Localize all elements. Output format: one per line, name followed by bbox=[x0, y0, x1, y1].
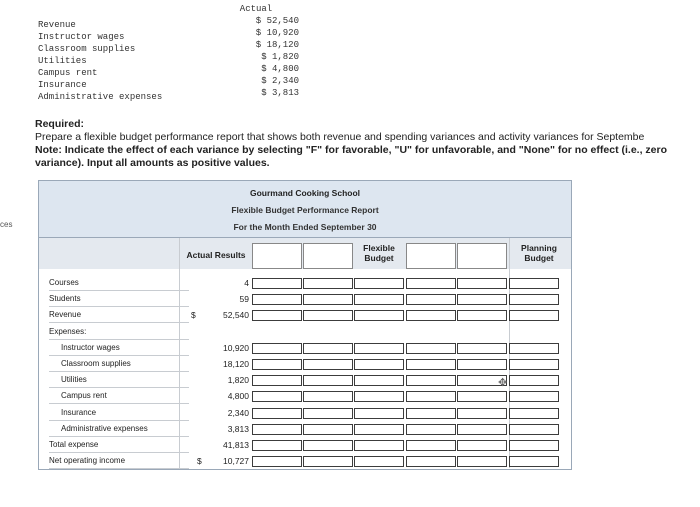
report-input-cell[interactable] bbox=[406, 375, 456, 386]
actual-value: 41,813 bbox=[223, 440, 249, 450]
report-input-cell[interactable] bbox=[406, 391, 456, 402]
given-value: $ 10,920 bbox=[255, 28, 299, 38]
report-input-cell[interactable] bbox=[303, 408, 353, 419]
report-input-cell[interactable] bbox=[406, 278, 456, 289]
report-input-cell[interactable] bbox=[303, 359, 353, 370]
report-input-cell[interactable] bbox=[457, 391, 507, 402]
report-input-cell[interactable] bbox=[406, 343, 456, 354]
row-divider bbox=[49, 371, 189, 372]
report-input-cell[interactable] bbox=[509, 440, 559, 451]
report-input-cell[interactable] bbox=[303, 294, 353, 305]
report-input-cell[interactable] bbox=[252, 343, 302, 354]
report-input-cell[interactable] bbox=[354, 391, 404, 402]
report-input-cell[interactable] bbox=[252, 456, 302, 467]
report-subtitle: Flexible Budget Performance Report bbox=[231, 205, 379, 215]
row-label: Revenue bbox=[49, 310, 82, 320]
report-input-cell[interactable] bbox=[406, 359, 456, 370]
row-label: Expenses: bbox=[49, 326, 87, 336]
given-label: Utilities bbox=[38, 56, 87, 66]
truncated-sidebar-text: ces bbox=[0, 220, 13, 229]
actual-header: Actual bbox=[239, 4, 273, 14]
report-input-cell[interactable] bbox=[457, 294, 507, 305]
instructions bbox=[35, 118, 700, 170]
report-input-cell[interactable] bbox=[457, 440, 507, 451]
column-header-row bbox=[39, 238, 571, 269]
report-input-cell[interactable] bbox=[457, 408, 507, 419]
report-input-cell[interactable] bbox=[252, 408, 302, 419]
report-input-cell[interactable] bbox=[252, 359, 302, 370]
report-input-cell[interactable] bbox=[354, 375, 404, 386]
report-input-cell[interactable] bbox=[354, 294, 404, 305]
report-input-cell[interactable] bbox=[303, 375, 353, 386]
report-input-cell[interactable] bbox=[457, 456, 507, 467]
report-input-cell[interactable] bbox=[252, 278, 302, 289]
given-value: $ 1,820 bbox=[261, 52, 299, 62]
row-label: Courses bbox=[49, 278, 79, 287]
given-label: Insurance bbox=[38, 80, 87, 90]
report-input-cell[interactable] bbox=[509, 391, 559, 402]
report-input-cell[interactable] bbox=[406, 408, 456, 419]
report-input-cell[interactable] bbox=[457, 359, 507, 370]
report-input-cell[interactable] bbox=[252, 391, 302, 402]
actual-value: 2,340 bbox=[227, 407, 249, 418]
dollar-sign: $ bbox=[197, 456, 202, 467]
header-input[interactable] bbox=[406, 243, 456, 269]
report-input-cell[interactable] bbox=[457, 310, 507, 321]
report-input-cell[interactable] bbox=[406, 424, 456, 435]
row-divider bbox=[49, 420, 189, 421]
report-input-cell[interactable] bbox=[406, 440, 456, 451]
dollar-sign: $ bbox=[191, 310, 196, 321]
report-input-cell[interactable] bbox=[354, 424, 404, 435]
report-input-cell[interactable] bbox=[509, 294, 559, 305]
required-note: Note: Indicate the effect of each variance by selecting "F" for favorable, "U" for unfavorable, and "None" for no effect (i.e., zero variance). Input all amounts as positive values. bbox=[35, 144, 667, 169]
col-planning-budget: Planning Budget bbox=[521, 243, 557, 263]
report-period: For the Month Ended September 30 bbox=[233, 222, 377, 232]
row-label: Students bbox=[49, 294, 81, 304]
header-input[interactable] bbox=[457, 243, 507, 269]
report-input-cell[interactable] bbox=[354, 310, 404, 321]
actual-value: 18,120 bbox=[223, 359, 249, 369]
report-input-cell[interactable] bbox=[354, 456, 404, 467]
report-input-cell[interactable] bbox=[509, 278, 559, 289]
given-label: Administrative expenses bbox=[38, 92, 163, 102]
column-divider bbox=[179, 238, 180, 468]
row-label: Total expense bbox=[49, 440, 99, 449]
mouse-cursor-icon: ✥ bbox=[498, 377, 508, 389]
report-input-cell[interactable] bbox=[406, 310, 456, 321]
actual-value: 10,920 bbox=[223, 342, 249, 353]
report-input-cell[interactable] bbox=[509, 424, 559, 435]
given-label: Revenue bbox=[38, 20, 76, 30]
row-divider bbox=[49, 387, 189, 388]
given-value: $ 2,340 bbox=[261, 76, 299, 86]
given-value: $ 3,813 bbox=[261, 88, 299, 98]
actual-value: 59 bbox=[239, 294, 249, 305]
row-label: Instructor wages bbox=[61, 342, 120, 352]
report-input-cell[interactable] bbox=[509, 310, 559, 321]
report-input-cell[interactable] bbox=[509, 375, 559, 386]
actual-value: 52,540 bbox=[223, 310, 249, 321]
report-input-cell[interactable] bbox=[354, 359, 404, 370]
col-actual-results: Actual Results bbox=[186, 250, 246, 260]
actual-value: 1,820 bbox=[227, 375, 249, 386]
report-input-cell[interactable] bbox=[252, 424, 302, 435]
row-divider bbox=[49, 436, 189, 437]
report-input-cell[interactable] bbox=[354, 408, 404, 419]
row-divider bbox=[49, 468, 189, 469]
actual-value: 4 bbox=[244, 278, 249, 288]
row-divider bbox=[49, 403, 189, 404]
actual-value: 10,727 bbox=[223, 456, 249, 467]
row-label: Administrative expenses bbox=[61, 423, 148, 433]
row-label: Insurance bbox=[61, 407, 97, 417]
row-divider bbox=[49, 306, 189, 307]
report-input-cell[interactable] bbox=[509, 343, 559, 354]
given-value: $ 18,120 bbox=[255, 40, 299, 50]
report-input-cell[interactable] bbox=[252, 310, 302, 321]
report-input-cell[interactable] bbox=[509, 456, 559, 467]
col-flexible-budget: Flexible Budget bbox=[363, 243, 395, 263]
row-label: Utilities bbox=[61, 375, 87, 385]
report-input-cell[interactable] bbox=[354, 343, 404, 354]
given-label: Campus rent bbox=[38, 68, 98, 78]
flexible-budget-report bbox=[38, 180, 572, 470]
report-input-cell[interactable] bbox=[252, 440, 302, 451]
row-label: Net operating income bbox=[49, 456, 126, 466]
report-input-cell[interactable] bbox=[303, 310, 353, 321]
row-label: Campus rent bbox=[61, 391, 107, 401]
report-input-cell[interactable] bbox=[457, 343, 507, 354]
actual-value: 3,813 bbox=[227, 423, 249, 434]
header-input[interactable] bbox=[303, 243, 353, 269]
report-title: Gourmand Cooking School bbox=[249, 188, 361, 198]
row-label: Classroom supplies bbox=[61, 359, 131, 368]
report-input-cell[interactable] bbox=[354, 278, 404, 289]
report-input-cell[interactable] bbox=[457, 424, 507, 435]
actual-value: 4,800 bbox=[227, 391, 249, 402]
report-input-cell[interactable] bbox=[406, 294, 456, 305]
report-input-cell[interactable] bbox=[509, 408, 559, 419]
report-input-cell[interactable] bbox=[303, 343, 353, 354]
report-input-cell[interactable] bbox=[509, 359, 559, 370]
report-input-cell[interactable] bbox=[303, 278, 353, 289]
row-divider bbox=[49, 290, 189, 291]
required-text: Prepare a flexible budget performance report that shows both revenue and spending variances and activity variances for Septembe bbox=[35, 131, 645, 143]
given-label: Classroom supplies bbox=[38, 44, 136, 54]
row-divider bbox=[49, 322, 189, 323]
row-divider bbox=[49, 355, 189, 356]
given-label: Instructor wages bbox=[38, 32, 125, 42]
report-input-cell[interactable] bbox=[252, 375, 302, 386]
report-input-cell[interactable] bbox=[303, 456, 353, 467]
report-input-cell[interactable] bbox=[252, 294, 302, 305]
report-header bbox=[39, 181, 571, 238]
header-input[interactable] bbox=[252, 243, 302, 269]
report-input-cell[interactable] bbox=[303, 391, 353, 402]
report-input-cell[interactable] bbox=[406, 456, 456, 467]
given-value: $ 52,540 bbox=[255, 16, 299, 26]
row-divider bbox=[49, 339, 189, 340]
report-input-cell[interactable] bbox=[303, 440, 353, 451]
report-input-cell[interactable] bbox=[354, 440, 404, 451]
report-input-cell[interactable] bbox=[303, 424, 353, 435]
given-value: $ 4,800 bbox=[261, 64, 299, 74]
required-heading: Required: bbox=[35, 118, 85, 130]
row-divider bbox=[49, 452, 189, 453]
report-input-cell[interactable] bbox=[457, 278, 507, 289]
